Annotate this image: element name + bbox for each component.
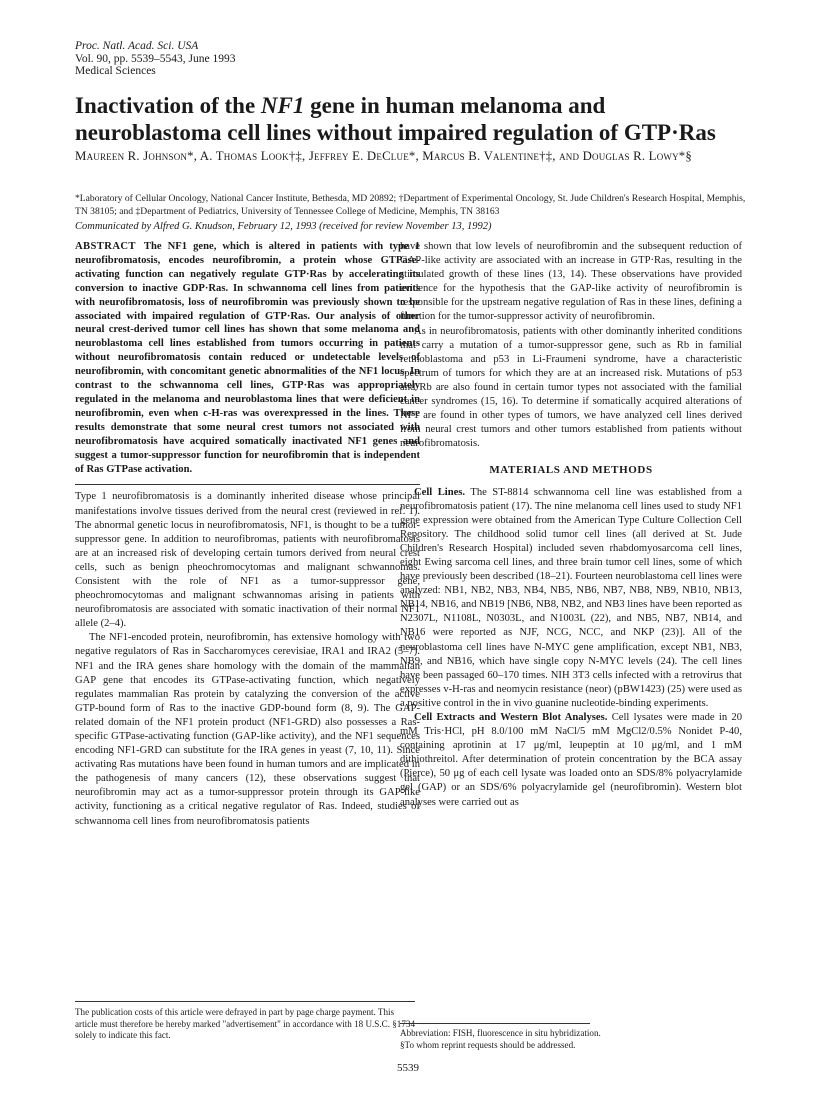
continued-paragraph: have shown that low levels of neurofibromin and the subsequent reduction of GAP-like activity are associated with an increase in GTP·Ras, resulting in the stimulated growth of these lines (13, 14). These observations have provided evidence for the hypothesis that the GAP-like activity of neurofibromin is responsible for the upstream negative regulation of Ras in these lines, defining a function for the tumor-suppressor activity of neurofibromin. (400, 241, 742, 323)
intro-paragraph-2: The NF1-encoded protein, neurofibromin, has extensive homology with two negative regulators of Ras in Saccharomyces cerevisiae, IRA1 and IRA2 (5–7). NF1 and the IRA genes share homology with the domain of the mammalian GAP gene that encodes its GTPase-activating function, which negatively regulates mammalian Ras protein by catalyzing the conversion of the active GTP-bound form of Ras to the inactive GDP-bound form (8, 9). The GAP-related domain of the NF1 protein product (NF1-GRD) also possesses a Ras-specific GTPase-activating function (GAP-like activity), and the NF1 sequences encoding NF1-GRD can substitute for the IRA genes in yeast (7, 10, 11). Since activating Ras mutations have been found in human tumors and are implicated in the pathogenesis of many cancers (12), these observations suggest that neurofibromin may act as a tumor-suppressor protein through its GAP-like activity, functioning as a critical negative regulator of Ras. Indeed, studies of schwannoma cell lines from neurofibromatosis patients (75, 632, 420, 827)
affiliations: *Laboratory of Cellular Oncology, National Cancer Institute, Bethesda, MD 20892; †Department of Experimental Oncology, St. Jude Children's Research Hospital, Memphis, TN 38105; and ‡Department of Pediatrics, University of Tennessee College of Medicine, Memphis, TN 38163 (75, 193, 746, 217)
cell-lines-paragraph: Cell Lines. The ST-8814 schwannoma cell line was established from a neurofibromatosis patient (17). The nine melanoma cell lines used to study NF1 gene expression were obtained from the American Type Culture Collection Cell Repository. The childhood solid tumor cell lines (all derived at St. Jude Children's Research Hospital) included seven rhabdomyosarcoma cell lines, eight Ewing sarcoma cell lines, and three brain tumor cell lines, some of which have previously been described (18–21). Fourteen neuroblastoma cell lines were analyzed: NB1, NB2, NB3, NB4, NB5, NB6, NB7, NB8, NB9, NB10, NB13, NB14, NB16, and NB19 [NB6, NB8, NB2, and NB3 lines have been reported as N2307L, N1108L, N0303L, and N1003L (22), and NB5, NB7, NB14, and NB16 were reported as NJF, NCG, NCC, and NKP (23)]. All of the neuroblastoma cell lines have N-MYC gene amplification, except NB1, NB3, NB9, and NB16, which have single copy N-MYC levels (24). The cell lines have been passaged 60–170 times. NIH 3T3 cells infected with a retrovirus that expresses v-H-ras and neomycin resistance (neor) (pBW1423) (25) were used as a positive control in the in vivo guanine nucleotide-binding experiments. (400, 486, 742, 709)
abstract (75, 240, 420, 476)
publication-cost-footnote: The publication costs of this article were defrayed in part by page charge payment. This article must therefore be hereby marked "advertisement" in accordance with 18 U.S.C. §1734 solely to indicate this fact. (75, 1001, 415, 1042)
section-heading-methods: MATERIALS AND METHODS (489, 464, 653, 477)
cell-lines-heading: Cell Lines. (414, 486, 466, 498)
communicated-by: Communicated by Alfred G. Knudson, February 12, 1993 (received for review November 13, 1992) (75, 221, 492, 232)
abstract-divider (75, 484, 420, 485)
volume-info: Vol. 90, pp. 5539–5543, June 1993 (75, 52, 236, 65)
footnote-divider (400, 1023, 590, 1024)
reprint-note: §To whom reprint requests should be addressed. (400, 1039, 576, 1050)
journal-name: Proc. Natl. Acad. Sci. USA (75, 40, 199, 52)
page-number: 5539 (397, 1062, 419, 1074)
abstract-text: The NF1 gene, which is altered in patients with type 1 neurofibromatosis, encodes neurofibromin, a protein whose GTPase-activating function can negatively regulate GTP·Ras by accelerating its conversion to inactive GDP·Ras. In schwannoma cell lines from patients with neurofibromatosis, loss of neurofibromin was previously shown to be associated with impaired regulation of GTP·Ras. Our analysis of other neural crest-derived tumor cell lines has shown that some melanoma and neuroblastoma cell lines established from tumors occurring in patients without neurofibromatosis contain reduced or undetectable levels of neurofibromin, with concomitant genetic abnormalities of the NF1 locus. In contrast to the schwannoma cell lines, GTP·Ras was appropriately regulated in the melanoma and neuroblastoma lines that were deficient in neurofibromin, even when c-H-ras was overexpressed in the lines. These results demonstrate that some neural crest tumors not associated with neurofibromatosis have acquired somatically inactivated NF1 genes and suggest a tumor-suppressor function for neurofibromin that is independent of Ras GTPase activation. (75, 241, 420, 475)
extracts-paragraph: Cell Extracts and Western Blot Analyses. Cell lysates were made in 20 mM Tris·HCl, pH 8.0/100 mM NaCl/5 mM MgCl2/0.5% Nonidet P-40, containing aprotinin at 17 μg/ml, leupeptin at 10 μg/ml, and 1 mM dithiothreitol. After determination of protein concentration by the BCA assay (Pierce), 50 μg of each cell lysate was loaded onto an SDS/8% polyacrylamide gel (GAP) or an SDS/6% polyacrylamide gel (neurofibromin). Western blot analyses were carried out as (400, 712, 742, 808)
author-list: Maureen R. Johnson*, A. Thomas Look†‡, Jeffrey E. DeClue*, Marcus B. Valentine†‡, and Douglas R. Lowy*§ (75, 149, 692, 163)
section-name: Medical Sciences (75, 65, 156, 77)
extracts-heading: Cell Extracts and Western Blot Analyses. (414, 712, 608, 723)
abstract-label: ABSTRACT (75, 241, 136, 252)
journal-masthead (75, 40, 235, 78)
left-column (75, 240, 420, 829)
abbreviation-note: Abbreviation: FISH, fluorescence in situ hybridization. (400, 1028, 601, 1038)
paragraph-tumor-suppressors: As in neurofibromatosis, patients with other dominantly inherited conditions that carry a mutation of a tumor-suppressor gene, such as Rb in familial retinoblastoma and p53 in Li-Fraumeni syndrome, have a characteristic spectrum of tumors for which they are at an increased risk. Mutations of p53 and Rb are also found in certain tumor types not associated with the familial cancer syndromes (15, 16). To determine if somatically acquired alterations of NF1 are found in other types of tumors, we have analyzed cell lines derived from neural crest tumors and other tumors established from patients without neurofibromatosis. (400, 325, 742, 450)
article-title: Inactivation of the NF1 gene in human melanoma and neuroblastoma cell lines without impaired regulation of GTP·Ras (75, 93, 716, 145)
intro-paragraph-1: Type 1 neurofibromatosis is a dominantly inherited disease whose principal manifestations involve tissues derived from the neural crest (reviewed in ref. 1). The abnormal genetic locus in neurofibromatosis, NF1, is thought to be a tumor-suppressor gene. In addition to neurofibromas, patients with neurofibromatosis are at an increased risk of developing certain tumors derived from neural crest cells, such as benign pheochromocytomas and malignant schwannomas. Consistent with the role of NF1 as a tumor-suppressor gene, pheochromocytomas and malignant schwannomas arising in patients with neurofibromatosis are associated with somatic inactivation of their normal NF1 allele (2–4). (75, 491, 420, 630)
title-gene-name: NF1 (260, 93, 305, 118)
footnote-divider (75, 1001, 415, 1002)
right-column (400, 240, 742, 810)
footnotes (400, 1023, 742, 1051)
